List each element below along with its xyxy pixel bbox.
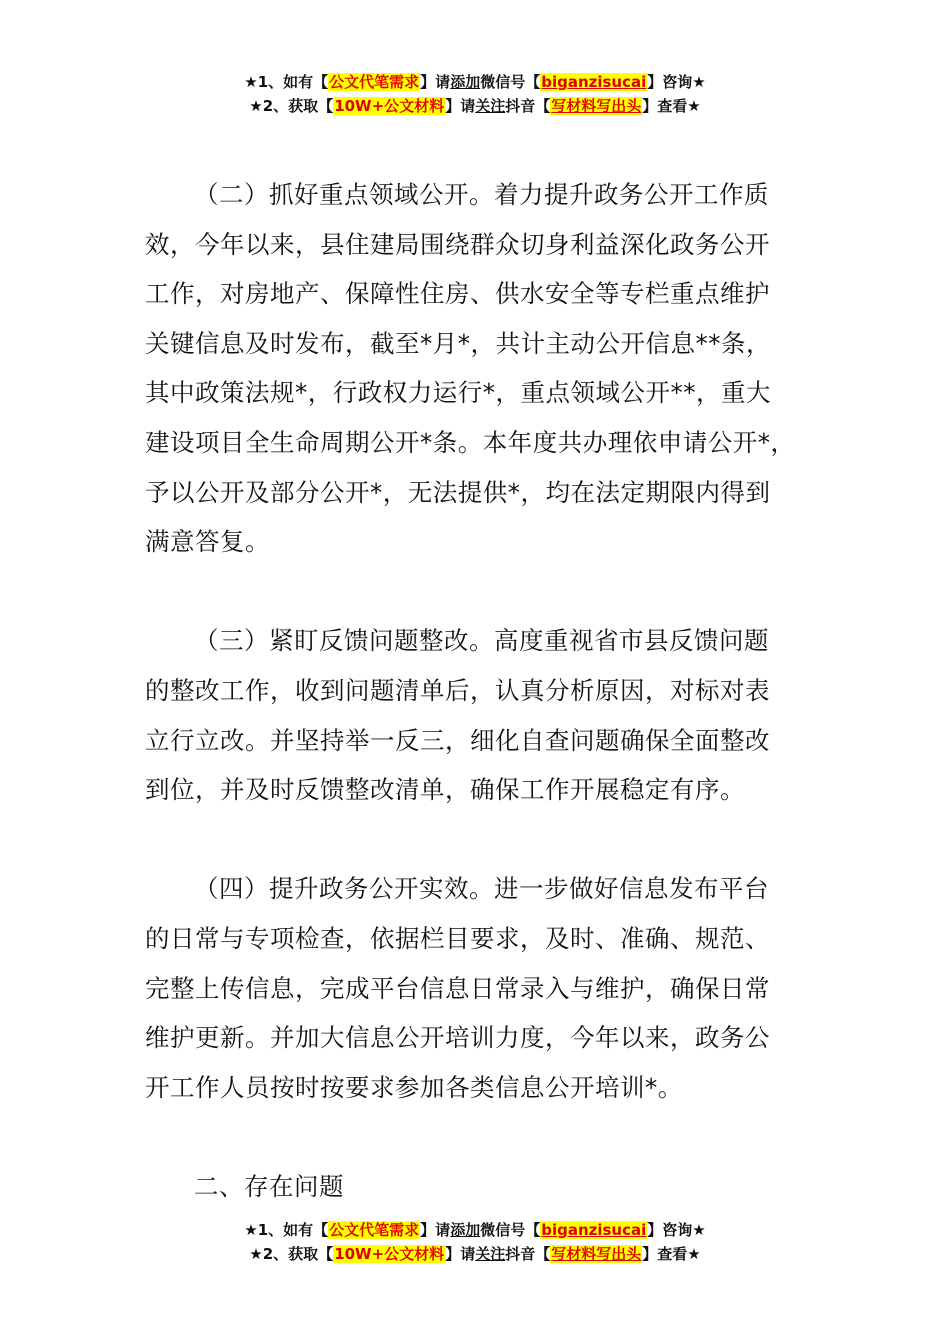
banner-keyword: 添加 <box>450 1221 481 1239</box>
banner-text: 】咨询★ <box>647 73 706 91</box>
banner-text: ★2、获取【 <box>249 97 334 115</box>
top-banner <box>0 70 950 118</box>
banner-text: ★1、如有【 <box>244 1221 329 1239</box>
paragraph-gap <box>145 567 825 617</box>
text-line: 立行立改。并坚持举一反三，细化自查问题确保全面整改 <box>145 725 770 755</box>
paragraph-gap <box>145 815 825 865</box>
text-line: 完整上传信息，完成平台信息日常录入与维护，确保日常 <box>145 973 770 1003</box>
banner-text: 】请 <box>420 1221 451 1239</box>
text-line: （四）提升政务公开实效。进一步做好信息发布平台 <box>194 874 769 904</box>
text-line: 建设项目全生命周期公开*条。本年度共办理依申请公开*， <box>145 427 796 457</box>
text-line: 的日常与专项检查，依据栏目要求，及时、准确、规范、 <box>145 923 770 953</box>
banner-text: 】请 <box>445 97 476 115</box>
banner-text: ★1、如有【 <box>244 73 329 91</box>
banner-line-1 <box>0 70 950 94</box>
banner-text: 抖音【 <box>505 1245 551 1263</box>
text-line: 关键信息及时发布，截至*月*，共计主动公开信息**条， <box>145 328 771 358</box>
banner-highlight-materials: 10W+公文材料 <box>334 97 445 115</box>
paragraph-effectiveness <box>145 864 825 1112</box>
banner-keyword: 关注 <box>475 1245 506 1263</box>
text-line: 维护更新。并加大信息公开培训力度，今年以来，政务公 <box>145 1023 770 1053</box>
banner-keyword: 关注 <box>475 97 506 115</box>
banner-highlight-materials: 10W+公文材料 <box>334 1245 445 1263</box>
banner-text: ★2、获取【 <box>249 1245 334 1263</box>
text-line: 工作，对房地产、保障性住房、供水安全等专栏重点维护 <box>145 279 770 309</box>
banner-highlight-service: 公文代笔需求 <box>329 1221 420 1239</box>
text-line: 效，今年以来，县住建局围绕群众切身利益深化政务公开 <box>145 229 770 259</box>
text-line: （三）紧盯反馈问题整改。高度重视省市县反馈问题 <box>194 626 769 656</box>
banner-douyin-id: 写材料写出头 <box>551 1245 642 1263</box>
banner-line-2 <box>0 94 950 118</box>
banner-text: 微信号【 <box>480 73 541 91</box>
banner-douyin-id: 写材料写出头 <box>551 97 642 115</box>
paragraph-gap <box>145 1112 825 1162</box>
banner-wechat-id: biganzisucai <box>541 73 647 91</box>
banner-text: 】请 <box>445 1245 476 1263</box>
document-body <box>145 170 825 1211</box>
banner-text: 微信号【 <box>480 1221 541 1239</box>
section-heading: 二、存在问题 <box>194 1171 344 1201</box>
text-line: 的整改工作，收到问题清单后，认真分析原因，对标对表 <box>145 675 770 705</box>
paragraph-key-areas <box>145 170 825 567</box>
text-line: 其中政策法规*，行政权力运行*，重点领域公开**，重大 <box>145 378 771 408</box>
paragraph-rectification <box>145 616 825 814</box>
text-line: 到位，并及时反馈整改清单，确保工作开展稳定有序。 <box>145 775 745 805</box>
text-line: （二）抓好重点领域公开。着力提升政务公开工作质 <box>194 180 769 209</box>
banner-line-1 <box>0 1218 950 1242</box>
banner-text: 】查看★ <box>642 1245 701 1263</box>
text-line: 开工作人员按时按要求参加各类信息公开培训*。 <box>145 1072 683 1102</box>
banner-keyword: 添加 <box>450 73 481 91</box>
text-line: 满意答复。 <box>145 527 270 557</box>
banner-text: 抖音【 <box>505 97 551 115</box>
banner-text: 】咨询★ <box>647 1221 706 1239</box>
text-line: 予以公开及部分公开*，无法提供*，均在法定期限内得到 <box>145 477 771 507</box>
banner-text: 】请 <box>420 73 451 91</box>
banner-line-2 <box>0 1242 950 1266</box>
banner-text: 】查看★ <box>642 97 701 115</box>
banner-highlight-service: 公文代笔需求 <box>329 73 420 91</box>
banner-wechat-id: biganzisucai <box>541 1221 647 1239</box>
bottom-banner <box>0 1218 950 1266</box>
